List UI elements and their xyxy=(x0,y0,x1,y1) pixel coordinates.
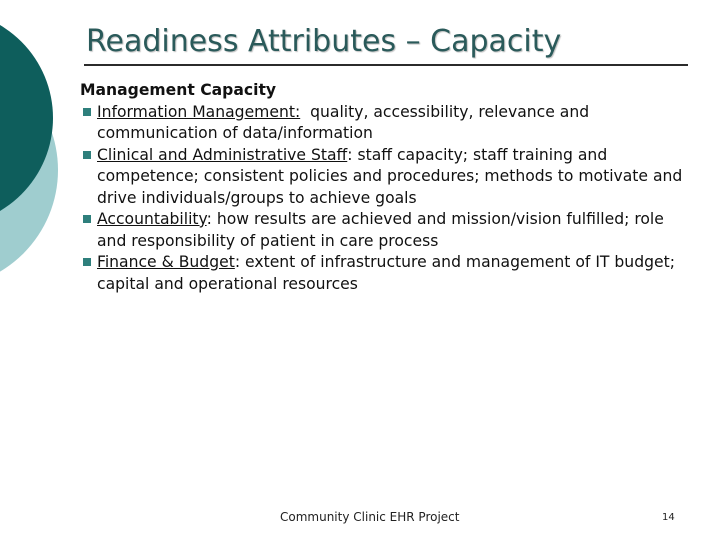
decorative-circles xyxy=(0,0,90,540)
section-heading: Management Capacity xyxy=(80,81,277,99)
bullet-text: quality, accessibility, relevance and communication of data/information xyxy=(97,102,595,142)
slide-content xyxy=(80,80,692,295)
bullet-term: Clinical and Administrative Staff xyxy=(97,145,348,164)
bullet-term: Finance & Budget xyxy=(97,253,235,271)
bullet-item-clinical-administrative-staff xyxy=(80,145,692,210)
decorative-circles-graphic xyxy=(0,0,90,540)
square-bullet-icon xyxy=(83,151,91,159)
bullet-text: : how results are achieved and mission/vision fulfilled; role and responsibility of patient in care process xyxy=(97,210,664,250)
square-bullet-icon xyxy=(83,258,91,266)
slide-title: Readiness Attributes – Capacity xyxy=(86,24,562,59)
footer-text: Community Clinic EHR Project xyxy=(280,510,460,524)
bullet-item-accountability xyxy=(80,209,692,252)
bullet-term: Accountability xyxy=(97,210,207,228)
page-number: 14 xyxy=(662,512,675,523)
square-bullet-icon xyxy=(83,108,91,116)
bullet-text: : extent of infrastructure and management of IT budget; capital and operational resources xyxy=(97,253,675,293)
square-bullet-icon xyxy=(83,215,91,223)
bullet-term: Information Management: xyxy=(97,102,301,121)
title-underline xyxy=(84,64,688,66)
bullet-item-information-management xyxy=(80,102,692,145)
bullet-list xyxy=(80,102,692,296)
bullet-item-finance-budget xyxy=(80,252,692,295)
bullet-text: : staff capacity; staff training and competence; consistent policies and procedures; methods to motivate and drive individuals/groups to achieve goals xyxy=(97,145,683,207)
